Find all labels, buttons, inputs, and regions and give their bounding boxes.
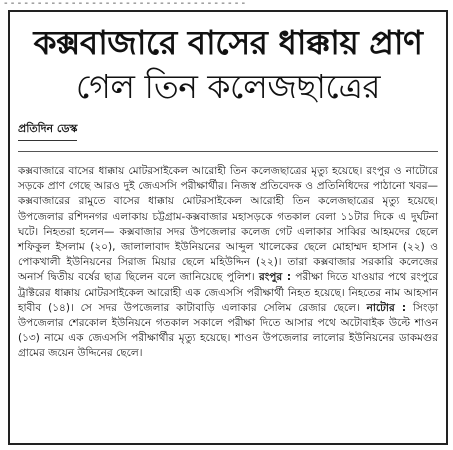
article-body (18, 164, 438, 362)
headline-line-2: গেল তিন কলেজছাত্রের (75, 67, 381, 106)
article-byline: প্রতিদিন ডেস্ক (18, 120, 77, 141)
previous-article-text: - - - - - - - - - - - - - - - - - - - - - - - - - - - - - - - - - - - - (4, 0, 246, 9)
previous-article-fragment (0, 0, 453, 9)
paragraph-natore: সিংড়া উপজেলার শেরকোল ইউনিয়নে গতকাল সকালে পরীক্ষা দিতে আসার পথে অটোবাইক উল্টে শাওন (১৩) নামে এক জেএসসি পরীক্ষার্থীর মৃত্যু হয়েছে। শাওন উপজেলার লালোর ইউনিয়নের ডাকমগুর গ্রামের জয়েন উদ্দিনের ছেলে। (18, 301, 438, 360)
dateline-rangpur: রংপুর : (259, 271, 292, 284)
article-paragraph (18, 164, 438, 362)
dateline-natore: নাটোর : (366, 301, 407, 314)
news-article (8, 10, 448, 445)
headline-line-1: কক্সবাজারে বাসের ধাক্কায় প্রাণ (33, 23, 423, 62)
article-headline (18, 22, 438, 108)
paragraph-rangpur: পরীক্ষা দিতে যাওয়ার পথে রংপুরে ট্রাক্টরের ধাক্কায় মোটরসাইকেল আরোহী এক জেএসসি পরীক্ষার্থী নিহত হয়েছে। নিহতের নাম আহসান হাবীব (১৪)। সে সদর উপজেলার কাটাবাড়ি এলাকার সেলিম রেজার ছেলে। (18, 271, 438, 314)
paragraph-kaksbazar: কক্সবাজারে বাসের ধাক্কায় মোটরসাইকেল আরোহী তিন কলেজছাত্রের মৃত্যু হয়েছে। রংপুর ও নাটোরে সড়কে প্রাণ গেছে আরও দুই জেএসসি পরীক্ষার্থীর। নিজস্ব প্রতিবেদক ও প্রতিনিধিদের পাঠানো খবর— কক্সবাজারের রামুতে বাসের ধাক্কায় মোটরসাইকেল আরোহী তিন কলেজছাত্রের মৃত্যু হয়েছে। উপজেলার রশিদনগর এলাকায় চট্টগ্রাম-কক্সবাজার মহাসড়কে গতকাল বেলা ১১টার দিকে এ দুর্ঘটনা ঘটে। নিহতরা হলেন— কক্সবাজার সদর উপজেলার কলেজ গেট এলাকার সাব্বির আহমদের ছেলে শফিকুল ইসলাম (২০), জালালাবাদ ইউনিয়নের আব্দুল খালেকের ছেলে মোহাম্মদ হাসান (২২) ও পোকখালী ইউনিয়নের সিরাজ মিয়ার ছেলে মহিউদ্দিন (২২)। তারা কক্সবাজার সরকারি কলেজের অনার্স দ্বিতীয় বর্ষের ছাত্র ছিলেন বলে জানিয়েছে পুলিশ। (18, 165, 438, 284)
byline-divider (18, 151, 438, 152)
